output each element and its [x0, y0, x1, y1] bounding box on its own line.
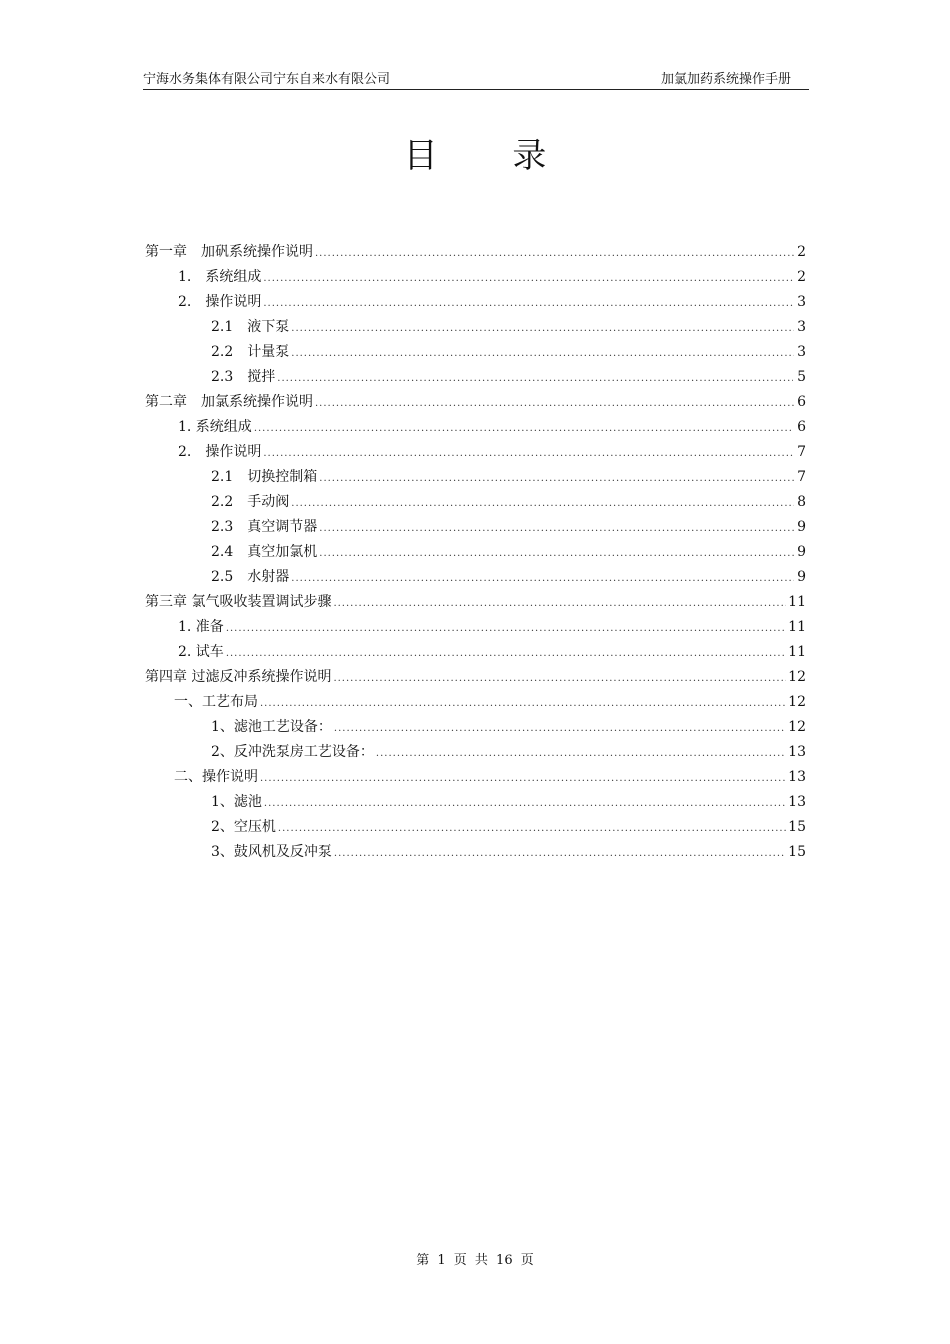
toc-leader: [263, 290, 793, 316]
toc-entry-label: 第二章 加氯系统操作说明: [145, 394, 313, 410]
toc-entry[interactable]: [211, 740, 806, 765]
toc-entry[interactable]: [211, 840, 806, 865]
toc-entry-page: 5: [797, 369, 806, 385]
toc-title: 目 录: [403, 136, 579, 176]
toc-entry-page: 9: [797, 569, 806, 585]
toc-entry-page: 7: [797, 469, 806, 485]
toc-leader: [254, 415, 793, 441]
toc-leader: [264, 790, 786, 816]
toc-leader: [260, 765, 786, 791]
toc-leader: [263, 440, 793, 466]
toc-entry-label: 2.3 搅拌: [211, 369, 276, 385]
toc-leader: [291, 490, 793, 516]
toc-entry[interactable]: [211, 790, 806, 815]
toc-entry[interactable]: [145, 240, 806, 265]
toc-leader: [334, 840, 786, 866]
toc-leader: [277, 365, 793, 391]
toc-entry[interactable]: [178, 415, 806, 440]
toc-entry[interactable]: [178, 290, 806, 315]
toc-leader: [291, 315, 793, 341]
toc-entry-label: 2.2 计量泵: [211, 344, 290, 360]
toc-entry-label: 2.2 手动阀: [211, 494, 290, 510]
toc-entry[interactable]: [174, 690, 806, 715]
toc-entry[interactable]: [178, 615, 806, 640]
toc-entry-label: 2. 操作说明: [178, 294, 262, 310]
toc-entry-page: 15: [788, 844, 806, 860]
toc-leader: [315, 390, 794, 416]
toc-entry-label: 3、鼓风机及反冲泵: [211, 844, 332, 860]
toc-entry-page: 7: [797, 444, 806, 460]
toc-entry-label: 第四章 过滤反冲系统操作说明: [145, 669, 332, 685]
toc-leader: [319, 515, 794, 541]
toc-entry-page: 13: [788, 769, 806, 785]
toc-leader: [291, 565, 793, 591]
toc-leader: [333, 665, 786, 691]
toc-entry[interactable]: [145, 590, 806, 615]
toc-entry-label: 2.3 真空调节器: [211, 519, 318, 535]
toc-entry[interactable]: [211, 315, 806, 340]
toc-leader: [226, 640, 786, 666]
toc-entry-page: 9: [797, 519, 806, 535]
toc-entry[interactable]: [211, 815, 806, 840]
toc-entry[interactable]: [211, 565, 806, 590]
toc-entry-page: 2: [797, 244, 806, 260]
toc-entry[interactable]: [178, 265, 806, 290]
toc-leader: [315, 240, 794, 266]
toc-entry-page: 12: [788, 669, 806, 685]
toc-entry[interactable]: [211, 340, 806, 365]
toc-entry-page: 2: [797, 269, 806, 285]
toc-entry[interactable]: [178, 640, 806, 665]
toc-leader: [333, 590, 786, 616]
toc-entry-label: 2.1 切换控制箱: [211, 469, 318, 485]
page-header: [143, 70, 809, 90]
toc-entry-label: 1. 系统组成: [178, 269, 262, 285]
toc-entry-label: 2、空压机: [211, 819, 276, 835]
toc-entry-label: 二、操作说明: [174, 769, 258, 785]
header-company: 宁海水务集体有限公司宁东自来水有限公司: [143, 72, 391, 87]
toc-leader: [278, 815, 786, 841]
toc-leader: [319, 540, 794, 566]
toc-entry-label: 2.1 液下泵: [211, 319, 290, 335]
toc-entry-page: 13: [788, 794, 806, 810]
toc-entry-page: 13: [788, 744, 806, 760]
toc-entry[interactable]: [174, 765, 806, 790]
toc-entry-label: 2. 操作说明: [178, 444, 262, 460]
toc-leader: [263, 265, 793, 291]
toc-entry-label: 1、滤池工艺设备：: [211, 719, 332, 735]
toc-leader: [226, 615, 786, 641]
toc-entry-page: 12: [788, 694, 806, 710]
toc-entry-page: 6: [797, 419, 806, 435]
toc-entry-page: 12: [788, 719, 806, 735]
toc-entry[interactable]: [211, 465, 806, 490]
toc-entry-label: 2.4 真空加氯机: [211, 544, 318, 560]
toc-entry[interactable]: [178, 440, 806, 465]
toc-entry-page: 3: [797, 344, 806, 360]
toc-leader: [334, 715, 786, 741]
toc-entry-page: 15: [788, 819, 806, 835]
header-manual-title: 加氯加药系统操作手册: [660, 72, 791, 87]
toc-entry[interactable]: [211, 490, 806, 515]
toc-entry-page: 6: [797, 394, 806, 410]
toc-entry[interactable]: [145, 665, 806, 690]
toc-entry-label: 第三章 氯气吸收装置调试步骤: [145, 594, 332, 610]
toc-leader: [376, 740, 786, 766]
toc-entry-label: 2.5 水射器: [211, 569, 290, 585]
toc-entry[interactable]: [211, 365, 806, 390]
toc-leader: [319, 465, 794, 491]
toc-entry-page: 9: [797, 544, 806, 560]
toc-entry-page: 8: [797, 494, 806, 510]
toc-leader: [291, 340, 793, 366]
toc-entry-label: 2. 试车: [178, 644, 224, 660]
toc-entry-page: 11: [788, 644, 806, 660]
toc-entry-page: 3: [797, 319, 806, 335]
toc-entry-label: 1. 系统组成: [178, 419, 252, 435]
toc-entry[interactable]: [145, 390, 806, 415]
toc-entry-label: 第一章 加矾系统操作说明: [145, 244, 313, 260]
toc-entry-label: 1. 准备: [178, 619, 224, 635]
toc-entry-label: 一、工艺布局: [174, 694, 258, 710]
toc-entry[interactable]: [211, 540, 806, 565]
toc-entry[interactable]: [211, 515, 806, 540]
toc-leader: [260, 690, 786, 716]
toc-entry-page: 3: [797, 294, 806, 310]
toc-entry-page: 11: [788, 594, 806, 610]
toc-entry-label: 2、反冲洗泵房工艺设备：: [211, 744, 374, 760]
toc-entry-label: 1、滤池: [211, 794, 262, 810]
toc-entry-page: 11: [788, 619, 806, 635]
toc-entry[interactable]: [211, 715, 806, 740]
page-footer: 第 1 页 共 16 页: [416, 1253, 534, 1268]
